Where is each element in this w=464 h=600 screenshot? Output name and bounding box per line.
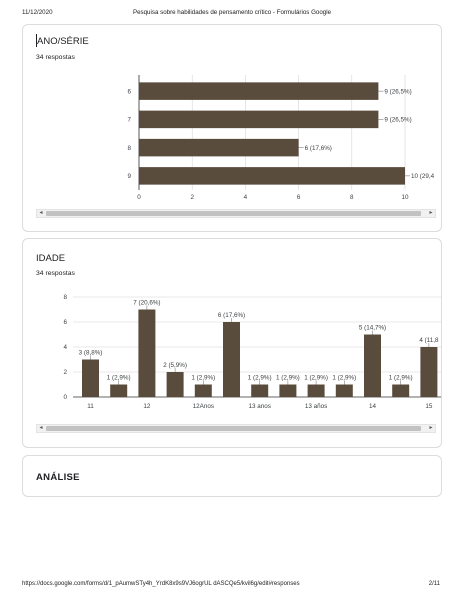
y-tick-label: 8 xyxy=(63,294,67,302)
question-title: ANO/SÉRIE xyxy=(37,36,89,47)
print-url: https://docs.google.com/forms/d/1_pAumwSTy4h_YrdK8x9s9VJ6ogrUL dASCQe5/kvil6g/edit#responses xyxy=(22,581,300,587)
data-label: 3 (8,8%) xyxy=(78,349,103,357)
print-footer xyxy=(0,581,464,591)
question-card-ano-serie xyxy=(22,24,442,232)
print-page-number: 2/11 xyxy=(428,581,440,587)
data-label: 2 (5,9%) xyxy=(163,362,188,369)
bar xyxy=(251,385,268,398)
horizontal-scrollbar[interactable] xyxy=(36,424,436,433)
print-header xyxy=(0,9,464,19)
print-title: Pesquisa sobre habilidades de pensamento crítico - Formulários Google xyxy=(132,9,332,16)
print-date: 11/12/2020 xyxy=(22,9,53,16)
horizontal-scrollbar[interactable] xyxy=(36,209,436,218)
bar xyxy=(420,347,437,397)
bar xyxy=(364,335,381,398)
scroll-left-icon[interactable]: ◂ xyxy=(39,210,43,216)
bar xyxy=(139,167,405,185)
category-label: 6 xyxy=(127,88,131,96)
data-label: 10 (29,4 xyxy=(411,173,435,181)
y-tick-label: 4 xyxy=(63,344,67,352)
data-label: 7 (20,6%) xyxy=(133,299,161,307)
x-tick-label: 0 xyxy=(137,194,141,201)
data-label: 1 (2,9%) xyxy=(247,374,272,382)
data-label: 1 (2,9%) xyxy=(275,374,300,382)
bar xyxy=(139,111,378,129)
scrollbar-thumb[interactable] xyxy=(46,211,421,216)
data-label: 9 (26,5%) xyxy=(384,88,412,96)
x-tick-label: 13 años xyxy=(304,403,328,410)
bar xyxy=(223,322,240,397)
scroll-right-icon[interactable]: ▸ xyxy=(429,210,433,216)
x-tick-label: 6 xyxy=(296,194,301,201)
x-tick-label: 13 anos xyxy=(248,403,271,410)
data-label: 1 (2,9%) xyxy=(388,374,413,382)
x-tick-label: 2 xyxy=(190,194,194,201)
bar xyxy=(392,385,409,398)
data-label: 6 (17,6%) xyxy=(304,144,332,152)
category-label: 8 xyxy=(127,144,131,152)
x-tick-label: 14 xyxy=(368,403,377,410)
question-card-idade xyxy=(22,238,442,448)
bar-chart-idade xyxy=(23,239,443,424)
x-tick-label: 8 xyxy=(350,194,354,201)
y-tick-label: 6 xyxy=(63,319,67,327)
data-label: 5 (14,7%) xyxy=(358,324,387,332)
scrollbar-thumb[interactable] xyxy=(46,426,421,431)
bar xyxy=(279,385,296,398)
y-tick-label: 0 xyxy=(63,394,67,402)
bar-chart-ano-serie xyxy=(23,25,443,215)
x-tick-label: 11 xyxy=(87,403,94,410)
data-label: 1 (2,9%) xyxy=(332,374,357,382)
scroll-right-icon[interactable]: ▸ xyxy=(429,425,433,431)
x-tick-label: 10 xyxy=(401,194,409,201)
bar xyxy=(308,385,325,398)
bar xyxy=(138,310,155,398)
section-title: ANÁLISE xyxy=(36,472,80,483)
y-tick-label: 2 xyxy=(63,369,67,377)
x-tick-label: 4 xyxy=(243,194,248,201)
x-tick-label: 12Anos xyxy=(192,403,214,410)
data-label: 4 (11,8 xyxy=(419,337,439,344)
bar xyxy=(110,385,127,398)
bar xyxy=(195,385,212,398)
response-count: 34 respostas xyxy=(36,270,75,277)
bar xyxy=(336,385,353,398)
data-label: 1 (2,9%) xyxy=(191,374,216,382)
category-label: 9 xyxy=(127,173,131,181)
bar xyxy=(139,82,378,100)
bar xyxy=(82,360,99,398)
data-label: 9 (26,5%) xyxy=(384,116,412,124)
x-tick-label: 15 xyxy=(425,403,433,410)
data-label: 1 (2,9%) xyxy=(304,374,329,382)
question-title: IDADE xyxy=(36,253,66,264)
category-label: 7 xyxy=(127,116,131,124)
response-count: 34 respostas xyxy=(36,54,75,61)
data-label: 1 (2,9%) xyxy=(106,374,131,382)
scroll-left-icon[interactable]: ◂ xyxy=(39,425,43,431)
section-card-analise xyxy=(22,455,442,497)
x-tick-label: 12 xyxy=(143,403,151,410)
bar xyxy=(167,372,184,397)
bar xyxy=(139,139,299,157)
data-label: 6 (17,6%) xyxy=(217,312,246,319)
